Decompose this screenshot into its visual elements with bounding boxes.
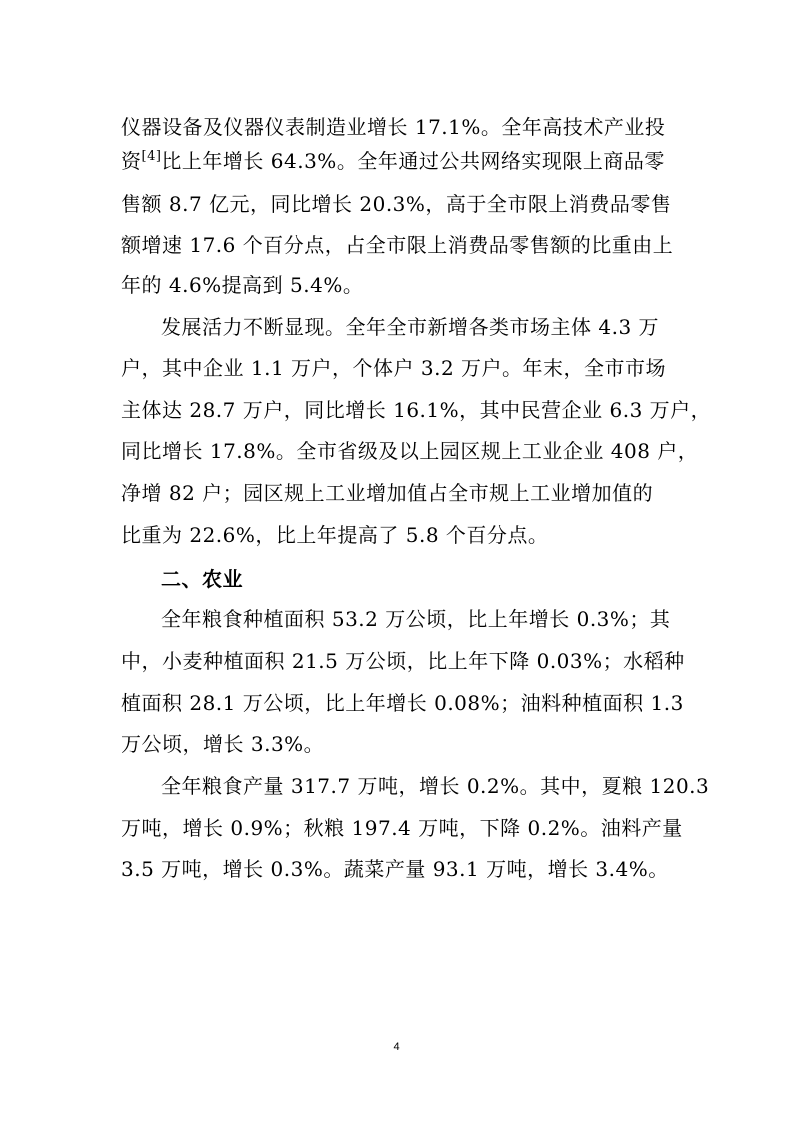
text-line: 3.5 万吨，增长 0.3%。蔬菜产量 93.1 万吨，增长 3.4%。	[121, 857, 669, 881]
text-line: 万公顷，增长 3.3%。	[121, 732, 325, 756]
text-line	[121, 147, 665, 175]
text-line: 仪器设备及仪器仪表制造业增长 17.1%。全年高技术产业投	[121, 115, 666, 139]
text-line: 年的 4.6%提高到 5.4%。	[121, 273, 364, 297]
text-line: 植面积 28.1 万公顷，比上年增长 0.08%；油料种植面积 1.3	[121, 691, 684, 715]
text-line: 额增速 17.6 个百分点，占全市限上消费品零售额的比重由上	[121, 233, 674, 257]
section-heading: 二、农业	[161, 567, 243, 591]
text-line: 中，小麦种植面积 21.5 万公顷，比上年下降 0.03%；水稻种	[121, 649, 685, 673]
paragraph-start-line: 发展活力不断显现。全年全市新增各类市场主体 4.3 万	[161, 315, 660, 339]
text-line: 净增 82 户；园区规上工业增加值占全市规上工业增加值的	[121, 481, 654, 505]
page-number: 4	[393, 1041, 400, 1053]
footnote-reference[interactable]: [4]	[141, 149, 162, 164]
text-line: 同比增长 17.8%。全市省级及以上园区规上工业企业 408 户，	[121, 439, 699, 463]
text-line: 售额 8.7 亿元，同比增长 20.3%，高于全市限上消费品零售	[121, 192, 672, 216]
text-line: 户，其中企业 1.1 万户，个体户 3.2 万户。年末，全市市场	[121, 356, 667, 380]
paragraph-start-line: 全年粮食产量 317.7 万吨，增长 0.2%。其中，夏粮 120.3	[161, 774, 710, 798]
text-line: 比重为 22.6%，比上年提高了 5.8 个百分点。	[121, 523, 549, 547]
text-line: 主体达 28.7 万户，同比增长 16.1%，其中民营企业 6.3 万户，	[121, 398, 712, 422]
paragraph-start-line: 全年粮食种植面积 53.2 万公顷，比上年增长 0.3%；其	[161, 607, 671, 631]
text-fragment: 资	[121, 149, 142, 173]
text-line: 万吨，增长 0.9%；秋粮 197.4 万吨，下降 0.2%。油料产量	[121, 816, 683, 840]
text-fragment: 比上年增长 64.3%。全年通过公共网络实现限上商品零	[161, 149, 665, 173]
